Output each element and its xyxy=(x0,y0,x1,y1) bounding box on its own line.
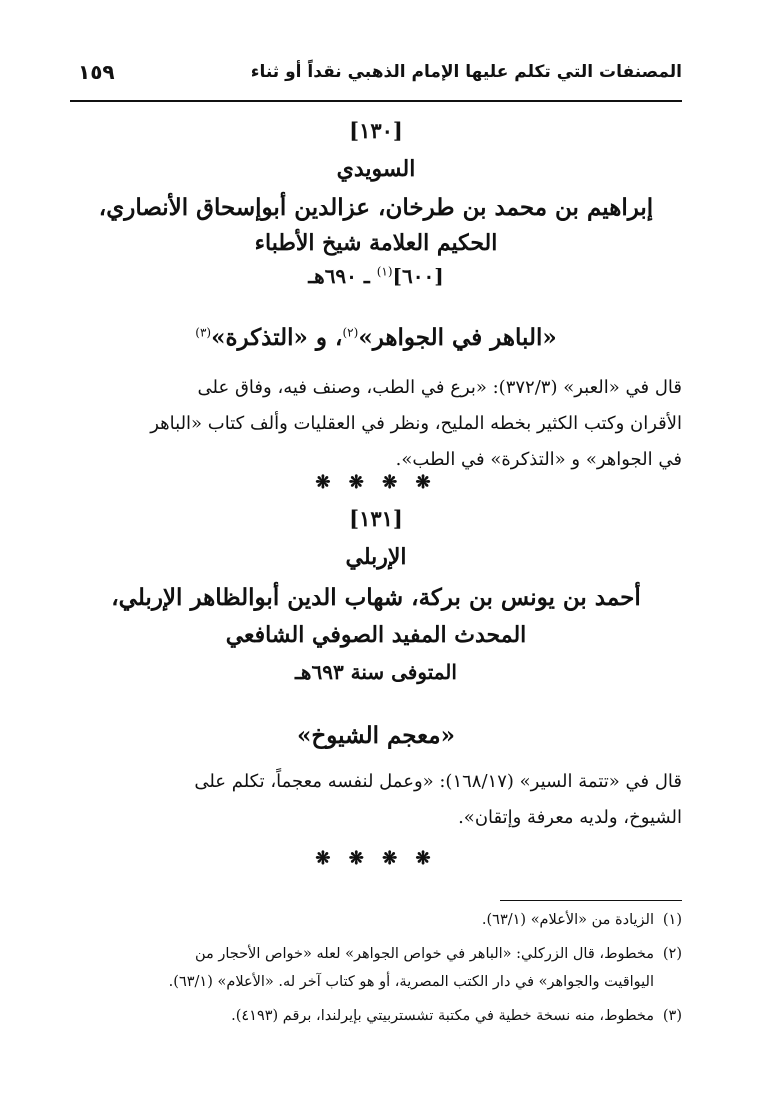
section-separator: ❋ ❋ ❋ ❋ xyxy=(315,848,437,869)
section-separator: ❋ ❋ ❋ ❋ xyxy=(315,472,437,493)
footnote-text: مخطوط، منه نسخة خطية في مكتبة تشستربيتي بإيرلندا، برقم (٤١٩٣). xyxy=(231,1008,654,1024)
text-line: قال في «تتمة السير» (١٦٨/١٧): «وعمل لنفسه معجماً، تكلم على xyxy=(194,771,682,792)
entry-title: المحدث المفيد الصوفي الشافعي xyxy=(225,622,527,648)
footnote xyxy=(78,940,682,996)
entry-text xyxy=(78,764,682,836)
footnote-text: اليواقيت والجواهر» في دار الكتب المصرية، أو هو كتاب آخر له. «الأعلام» (٦٣/١). xyxy=(168,974,654,990)
footnote-text: مخطوط، قال الزركلي: «الباهر في خواص الجواهر» لعله «خواص الأحجار من xyxy=(194,946,654,962)
page-number: ١٥٩ xyxy=(78,60,115,84)
work-title xyxy=(70,324,682,351)
footnote-text: الزيادة من «الأعلام» (٦٣/١). xyxy=(481,912,654,928)
footnote-ref: (٢) xyxy=(342,325,359,340)
work-title: «معجم الشيوخ» xyxy=(297,722,455,749)
entry-nisba: الإربلي xyxy=(345,544,407,570)
entry-dates xyxy=(70,264,682,288)
entry-number: [١٣٠] xyxy=(349,118,403,143)
footnote-ref: (١) xyxy=(376,264,393,279)
footnote-rule xyxy=(500,900,682,901)
running-title: المصنفات التي تكلم عليها الإمام الذهبي نقداً أو ثناء xyxy=(250,62,682,82)
entry-name: أحمد بن يونس بن بركة، شهاب الدين أبوالظاهر الإربلي، xyxy=(111,584,641,611)
entry-title: الحكيم العلامة شيخ الأطباء xyxy=(254,230,498,256)
entry-number: [١٣١] xyxy=(349,506,403,531)
text-line: الشيوخ، ولديه معرفة وإتقان». xyxy=(458,807,682,828)
text-line: قال في «العبر» (٣٧٢/٣): «برع في الطب، وصنف فيه، وفاق على xyxy=(197,377,682,398)
text-line: في الجواهر» و «التذكرة» في الطب». xyxy=(395,449,682,470)
running-header xyxy=(70,60,682,102)
footnote-number: (١) xyxy=(662,912,682,928)
entry-dates-pre: [٦٠٠] xyxy=(392,264,444,288)
footnote xyxy=(78,1002,682,1030)
text-line: الأقران وكتب الكثير بخطه المليح، ونظر في العقليات وألف كتاب «الباهر xyxy=(150,413,682,434)
work-title-part: «الباهر في الجواهر» xyxy=(358,324,557,351)
footnote-number: (٢) xyxy=(662,946,682,962)
entry-dates: المتوفى سنة ٦٩٣هـ xyxy=(295,660,457,684)
entry-nisba: السويدي xyxy=(336,156,416,182)
entry-text xyxy=(78,370,682,478)
entry-name: إبراهيم بن محمد بن طرخان، عزالدين أبوإسحاق الأنصاري، xyxy=(98,194,654,221)
entry-dates-post: ـ ٦٩٠هـ xyxy=(308,264,377,288)
work-title-part: ، و «التذكرة» xyxy=(211,324,343,351)
footnote xyxy=(78,906,682,934)
footnote-ref: (٣) xyxy=(195,325,212,340)
footnote-number: (٣) xyxy=(662,1008,682,1024)
